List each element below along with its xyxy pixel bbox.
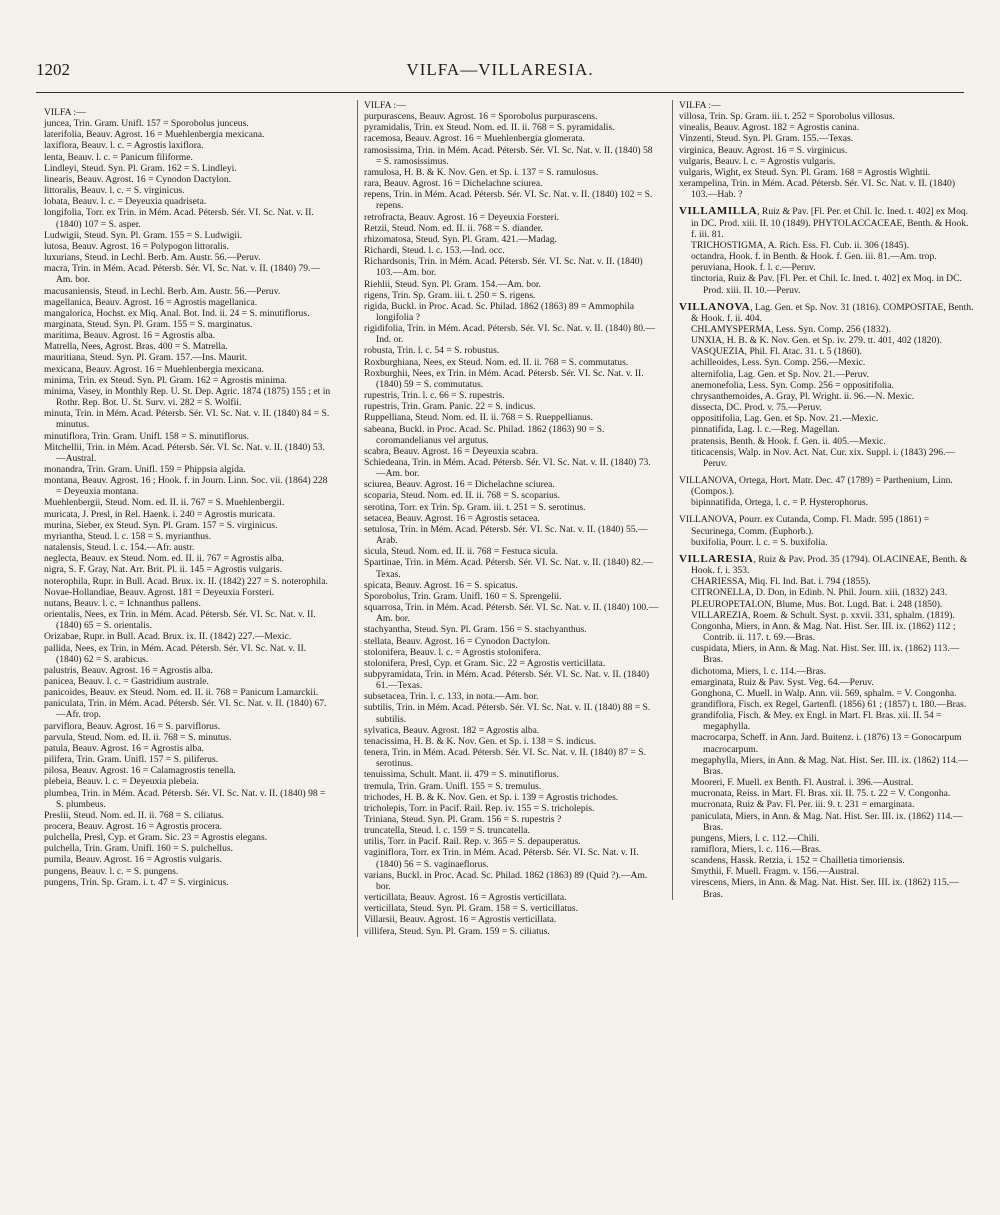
index-entry: vinealis, Beauv. Agrost. 182 = Agrostis canina. [679, 122, 860, 134]
index-entry: palustris, Beauv. Agrost. 16 = Agrostis alba. [44, 664, 213, 676]
species-entry: chrysanthemoides, A. Gray, Pl. Wright. ii. 96.—N. Mexic. [691, 390, 915, 402]
index-entry: littoralis, Beauv. l. c. = S. virginicus. [44, 185, 185, 197]
index-entry: Preslii, Steud. Nom. ed. II. ii. 768 = S. ciliatus. [44, 809, 224, 821]
species-entry: bipinnatifida, Ortega, l. c. = P. Hysterophorus. [691, 497, 869, 509]
species-entry: dichotoma, Miers, l. c. 114.—Bras. [691, 665, 827, 677]
index-entry: Matrella, Nees, Agrost. Bras. 400 = S. Matrella. [44, 341, 228, 353]
index-entry: villosa, Trin. Sp. Gram. iii. t. 252 = Sporobolus villosus. [679, 111, 895, 123]
index-entry: Spartinae, Trin. in Mém. Acad. Pétersb. Sér. VI. Sc. Nat. v. II. (1840) 82.—Texas. [364, 557, 653, 580]
species-entry: paniculata, Miers, in Ann. & Mag. Nat. Hist. Ser. III. ix. (1862) 114.—Bras. [691, 810, 963, 833]
index-entry: Lindleyi, Steud. Syn. Pl. Gram. 162 = S. Lindleyi. [44, 162, 237, 174]
index-entry: vulgaris, Wight, ex Steud. Syn. Pl. Gram. 168 = Agrostis Wightii. [679, 166, 931, 178]
index-entry: Muehlenbergii, Steud. Nom. ed. II. ii. 767 = S. Muehlenbergii. [44, 497, 285, 509]
species-entry: CHARIESSA, Miq. Fl. Ind. Bat. i. 794 (1855). [691, 576, 871, 588]
index-entry: pumila, Beauv. Agrost. 16 = Agrostis vulgaris. [44, 854, 222, 866]
species-entry: oppositifolia, Lag. Gen. et Sp. Nov. 21.—Mexic. [691, 413, 879, 425]
index-entry: Roxburghii, Nees, ex Trin. in Mém. Acad. Pétersb. Sér. VI. Sc. Nat. v. II. (1840) 59 = S. commutatus. [364, 367, 644, 390]
index-entry: juncea, Trin. Gram. Unifl. 157 = Sporobolus junceus. [44, 118, 249, 130]
index-entry: parvula, Steud. Nom. ed. II. ii. 768 = S. minutus. [44, 731, 232, 743]
index-entry: stolonifera, Beauv. l. c. = Agrostis stolonifera. [364, 646, 541, 658]
index-entry: truncatella, Steud. l. c. 159 = S. truncatella. [364, 825, 531, 837]
index-entry: rupestris, Trin. Gram. Panic. 22 = S. indicus. [364, 401, 536, 413]
species-entry: tinctoria, Ruiz & Pav. [Fl. Per. et Chil. Ic. Ined. t. 402] ex Moq. in DC. Prod. xiii. II. 10.—Peruv. [691, 273, 962, 296]
index-entry: linearis, Beauv. Agrost. 16 = Cynodon Dactylon. [44, 173, 232, 185]
index-entry: virginica, Beauv. Agrost. 16 = S. virginicus. [679, 144, 848, 156]
index-entry: magellanica, Beauv. Agrost. 16 = Agrostis magellanica. [44, 296, 258, 308]
genus-heading [679, 514, 974, 536]
index-entry: tremula, Trin. Gram. Unifl. 155 = S. tremulus. [364, 780, 542, 792]
index-entry: patula, Beauv. Agrost. 16 = Agrostis alba. [44, 742, 204, 754]
genus-reference: , Ruiz & Pav. [Fl. Per. et Chil. Ic. Ined. t. 402] ex Moq. in DC. Prod. xiii. II. 10 (1849). PHYTOLACCACEAE, Benth. & Hook. f. iii. 81. [691, 206, 969, 240]
species-entry: TRICHOSTIGMA, A. Rich. Ess. Fl. Cub. ii. 306 (1845). [691, 239, 909, 251]
index-entry: laxiflora, Beauv. l. c. = Agrostis laxiflora. [44, 140, 204, 152]
species-entry: scandens, Hassk. Retzia, i. 152 = Chailletia timoriensis. [691, 855, 905, 867]
index-entry: vulgaris, Beauv. l. c. = Agrostis vulgaris. [679, 155, 836, 167]
index-entry: pungens, Trin. Sp. Gram. i. t. 47 = S. virginicus. [44, 876, 229, 888]
genus-name: VILLAMILLA [679, 205, 758, 218]
index-entry: sabeana, Buckl. in Proc. Acad. Sc. Philad. 1862 (1863) 90 = S. coromandelianus vel argutus. [364, 423, 605, 446]
index-entry: panicoides, Beauv. ex Steud. Nom. ed. II. ii. 768 = Panicum Lamarckii. [44, 687, 319, 699]
index-entry: verticillata, Beauv. Agrost. 16 = Agrostis verticillata. [364, 892, 567, 904]
genus-name: VILLANOVA [679, 300, 751, 313]
index-entry: Orizabae, Rupr. in Bull. Acad. Brux. ix. II. (1842) 227.—Mexic. [44, 631, 292, 643]
page-header [36, 60, 964, 84]
species-entry: pungens, Miers, l. c. 112.—Chili. [691, 832, 820, 844]
page-number: 1202 [36, 60, 70, 79]
index-entry: Triniana, Steud. Syn. Pl. Gram. 156 = S. rupestris ? [364, 814, 562, 825]
index-entry: monandra, Trin. Gram. Unifl. 159 = Phippsia algida. [44, 464, 246, 475]
index-entry: scabra, Beauv. Agrost. 16 = Deyeuxia scabra. [364, 445, 539, 457]
index-entry: tenuissima, Schult. Mant. ii. 479 = S. minutiflorus. [364, 769, 559, 781]
index-entry: varians, Buckl. in Proc. Acad. Sc. Philad. 1862 (1863) 89 (Quid ?).—Am. bor. [364, 869, 648, 892]
index-entry: utilis, Torr. in Pacif. Rail. Rep. v. 365 = S. depauperatus. [364, 836, 581, 848]
species-entry: octandra, Hook. f. in Benth. & Hook. f. Gen. iii. 81.—Am. trop. [691, 251, 937, 263]
column-label: VILFA :— [44, 107, 86, 118]
genus-heading [679, 302, 974, 324]
species-entry: pinnatifida, Lag. l. c.—Reg. Magellan. [691, 424, 840, 436]
index-entry: ramulosa, H. B. & K. Nov. Gen. et Sp. i. 137 = S. ramulosus. [364, 166, 599, 178]
genus-heading [679, 475, 974, 497]
species-entry: titicacensis, Walp. in Nov. Act. Nat. Cur. xix. Suppl. i. (1843) 296.—Peruv. [691, 446, 956, 469]
index-entry: retrofracta, Beauv. Agrost. 16 = Deyeuxia Forsteri. [364, 211, 560, 223]
genus-heading [679, 554, 974, 576]
index-entry: nigra, S. F. Gray, Nat. Arr. Brit. Pl. ii. 145 = Agrostis vulgaris. [44, 564, 282, 576]
index-entry: Riehlii, Steud. Syn. Pl. Gram. 154.—Am. bor. [364, 278, 541, 290]
index-entry: serotina, Torr. ex Trin. Sp. Gram. iii. t. 251 = S. serotinus. [364, 501, 586, 513]
index-entry: stachyantha, Steud. Syn. Pl. Gram. 156 = S. stachyanthus. [364, 624, 587, 636]
index-entry: Richardi, Steud. l. c. 153.—Ind. occ. [364, 245, 505, 257]
species-entry: CITRONELLA, D. Don, in Edinb. N. Phil. Journ. xiii. (1832) 243. [691, 587, 948, 599]
index-entry: mauritiana, Steud. Syn. Pl. Gram. 157.—Ins. Maurit. [44, 352, 248, 364]
index-entry: stellata, Beauv. Agrost. 16 = Cynodon Dactylon. [364, 635, 550, 647]
index-entry: racemosa, Beauv. Agrost. 16 = Muehlenbergia glomerata. [364, 133, 585, 145]
species-entry: mucronata, Reiss. in Mart. Fl. Bras. xii. II. 75. t. 22 = V. Congonha. [691, 788, 951, 800]
index-entry: pungens, Beauv. l. c. = S. pungens. [44, 865, 179, 877]
index-entry: orientalis, Nees, ex Trin. in Mém. Acad. Pétersb. Sér. VI. Sc. Nat. v. II. (1840) 65 = S. orientalis. [44, 609, 316, 632]
index-entry: vaginiflora, Torr. ex Trin. in Mém. Acad. Pétersb. Sér. VI. Sc. Nat. v. II. (1840) 56 = S. vaginaeflorus. [364, 847, 639, 870]
index-entry: lutosa, Beauv. Agrost. 16 = Polypogon littoralis. [44, 240, 229, 252]
index-entry: trichodes, H. B. & K. Nov. Gen. et Sp. i. 139 = Agrostis trichodes. [364, 791, 619, 803]
column-1 [44, 107, 334, 888]
species-entry: UNXIA, H. B. & K. Nov. Gen. et Sp. iv. 279. tt. 401, 402 (1820). [691, 335, 942, 347]
column-3 [672, 100, 974, 900]
index-entry: tenacissima, H. B. & K. Nov. Gen. et Sp. i. 138 = S. indicus. [364, 735, 597, 747]
index-entry: rara, Beauv. Agrost. 16 = Dichelachne sciurea. [364, 178, 543, 190]
species-entry: anemonefolia, Less. Syn. Comp. 256 = oppositifolia. [691, 379, 894, 391]
index-entry: noterophila, Rupr. in Bull. Acad. Brux. ix. II. (1842) 227 = S. noterophila. [44, 575, 328, 587]
index-entry: minima, Trin. ex Steud. Syn. Pl. Gram. 162 = Agrostis minima. [44, 374, 287, 386]
species-entry: pratensis, Benth. & Hook. f. Gen. ii. 405.—Mexic. [691, 435, 886, 447]
index-entry: subsetacea, Trin. l. c. 133, in nota.—Am. bor. [364, 691, 539, 703]
species-entry: Congonha, Miers, in Ann. & Mag. Nat. Hist. Ser. III. ix. (1862) 112 ; Contrib. ii. 117. t. 69.—Bras. [691, 620, 956, 644]
index-entry: Vinzenti, Steud. Syn. Pl. Gram. 155.—Texas. [679, 133, 854, 145]
genus-reference: VILLANOVA, Pourr. ex Cutanda, Comp. Fl. Madr. 595 (1861) = Securinega, Comm. (Euphorb.). [679, 514, 930, 537]
index-entry: subtilis, Trin. in Mém. Acad. Pétersb. Sér. VI. Sc. Nat. v. II. (1840) 88 = S. subtilis. [364, 702, 651, 725]
index-entry: subpyramidata, Trin. in Mém. Acad. Pétersb. Sér. VI. Sc. Nat. v. II. (1840) 61.—Texas. [364, 668, 650, 692]
species-entry: grandifolia, Fisch. & Mey. ex Engl. in Mart. Fl. Bras. xii. II. 54 = megaphylla. [691, 710, 942, 733]
species-entry: PLEUROPETALON, Blume, Mus. Bot. Lugd. Bat. i. 248 (1850). [691, 598, 943, 610]
species-entry: peruviana, Hook. f. l. c.—Peruv. [691, 262, 816, 274]
species-entry: VILLAREZIA, Roem. & Schult. Syst. p. xxvii. 331, sphalm. (1819). [691, 609, 955, 621]
index-entry: rigida, Buckl. in Proc. Acad. Sc. Philad. 1862 (1863) 89 = Ammophila longifolia ? [364, 300, 635, 323]
index-entry: neglecta, Beauv. ex Steud. Nom. ed. II. ii. 767 = Agrostis alba. [44, 553, 285, 565]
index-entry: rhizomatosa, Steud. Syn. Pl. Gram. 421.—Madag. [364, 233, 557, 245]
running-title: VILFA—VILLARESIA. [406, 60, 594, 79]
index-entry: spicata, Beauv. Agrost. 16 = S. spicatus. [364, 579, 518, 591]
index-entry: robusta, Trin. l. c. 54 = S. robustus. [364, 345, 500, 357]
index-entry: myriantha, Steud. l. c. 158 = S. myrianthus. [44, 530, 212, 542]
species-entry: achilleoides, Less. Syn. Comp. 256.—Mexic. [691, 357, 866, 369]
genus-name: VILLARESIA [679, 552, 754, 565]
index-entry: sciurea, Beauv. Agrost. 16 = Dichelachne sciurea. [364, 479, 555, 491]
index-entry: Schiedeana, Trin. in Mém. Acad. Pétersb. Sér. VI. Sc. Nat. v. II. (1840) 73.—Am. bor. [364, 457, 651, 480]
species-entry: Smythii, F. Muell. Fragm. v. 156.—Austral. [691, 866, 860, 878]
species-entry: ramiflora, Miers, l. c. 116.—Bras. [691, 844, 822, 855]
species-entry: mucronata, Ruiz & Pav. Fl. Per. iii. 9. t. 231 = emarginata. [691, 799, 915, 811]
column-label: VILFA :— [679, 100, 721, 111]
index-entry: purpurascens, Beauv. Agrost. 16 = Sporobolus purpurascens. [364, 111, 598, 123]
index-entry: plumbea, Trin. in Mém. Acad. Pétersb. Sér. VI. Sc. Nat. v. II. (1840) 98 = S. plumbeus. [44, 787, 326, 810]
species-entry: Mooreri, F. Muell. ex Benth. Fl. Austral. i. 396.—Austral. [691, 777, 914, 789]
species-entry: cuspidata, Miers, in Ann. & Mag. Nat. Hist. Ser. III. ix. (1862) 113.—Bras. [691, 643, 960, 666]
index-entry: repens, Trin. in Mém. Acad. Pétersb. Sér. VI. Sc. Nat. v. II. (1840) 102 = S. repens. [364, 189, 653, 212]
index-entry: Mitchellii, Trin. in Mém. Acad. Pétersb. Sér. VI. Sc. Nat. v. II. (1840) 53.—Austral. [44, 441, 325, 464]
index-entry: macusaniensis, Steud. in Lechl. Berb. Am. Austr. 56.—Peruv. [44, 285, 281, 297]
index-entry: setacea, Beauv. Agrost. 16 = Agrostis setacea. [364, 512, 540, 524]
index-entry: pulchella, Trin. Gram. Unifl. 160 = S. pulchellus. [44, 843, 234, 855]
index-entry: nutans, Beauv. l. c. = Ichnanthus pallens. [44, 597, 201, 609]
index-entry: pilifera, Trin. Gram. Unifl. 157 = S. piliferus. [44, 754, 219, 766]
index-entry: murina, Sieber, ex Steud. Syn. Pl. Gram. 157 = S. virginicus. [44, 519, 278, 531]
index-entry: luxurians, Steud. in Lechl. Berb. Am. Austr. 56.—Peruv. [44, 252, 261, 264]
index-entry: villifera, Steud. Syn. Pl. Gram. 159 = S. ciliatus. [364, 925, 550, 937]
index-entry: paniculata, Trin. in Mém. Acad. Pétersb. Sér. VI. Sc. Nat. v. II. (1840) 67.—Afr. trop. [44, 698, 327, 721]
index-entry: Ludwigii, Steud. Syn. Pl. Gram. 155 = S. Ludwigii. [44, 229, 243, 241]
index-entry: natalensis, Steud. l. c. 154.—Afr. austr. [44, 542, 195, 554]
index-entry: xerampelina, Trin. in Mém. Acad. Pétersb. Sér. VI. Sc. Nat. v. II. (1840) 103.—Hab. ? [679, 178, 956, 201]
index-entry: pilosa, Beauv. Agrost. 16 = Calamagrostis tenella. [44, 765, 236, 777]
index-entry: scoparia, Steud. Nom. ed. II. ii. 768 = S. scoparius. [364, 490, 560, 502]
index-entry: setulosa, Trin. in Mém. Acad. Pétersb. Sér. VI. Sc. Nat. v. II. (1840) 55.—Arab. [364, 523, 648, 547]
index-entry: rigens, Trin. Sp. Gram. iii. t. 250 = S. rigens. [364, 289, 536, 301]
index-entry: pulchella, Presl, Cyp. et Gram. Sic. 23 = Agrostis elegans. [44, 832, 268, 844]
index-entry: tenera, Trin. in Mém. Acad. Pétersb. Sér. VI. Sc. Nat. v. II. (1840) 87 = S. serotinus. [364, 747, 646, 770]
species-entry: grandiflora, Fisch. ex Regel, Gartenfl. (1856) 61 ; (1857) t. 180.—Bras. [691, 698, 967, 710]
index-entry: ramosissima, Trin. in Mém. Acad. Pétersb. Sér. VI. Sc. Nat. v. II. (1840) 58 = S. ramosissimus. [364, 144, 653, 167]
index-entry: Retzii, Steud. Nom. ed. II. ii. 768 = S. diander. [364, 222, 543, 234]
index-entry: macra, Trin. in Mém. Acad. Pétersb. Sér. VI. Sc. Nat. v. II. (1840) 79.—Am. bor. [44, 263, 321, 286]
index-entry: tricholepis, Torr. in Pacif. Rail. Rep. iv. 155 = S. tricholepis. [364, 802, 595, 814]
index-entry: muricata, J. Presl, in Rel. Haenk. i. 240 = Agrostis muricata. [44, 508, 276, 520]
column-2 [357, 100, 659, 937]
index-entry: longifolia, Torr. ex Trin. in Mém. Acad. Pétersb. Sér. VI. Sc. Nat. v. II. (1840) 107 = S. asper. [44, 207, 314, 230]
index-entry: Villarsii, Beauv. Agrost. 16 = Agrostis verticillata. [364, 914, 557, 926]
index-entry: minima, Vasey, in Monthly Rep. U. St. Dep. Agric. 1874 (1875) 155 ; et in Rothr. Rep. Bot. U. St. Surv. vi. 282 = S. Wolfii. [44, 385, 331, 409]
index-entry: Sporobolus, Trin. Gram. Unifl. 160 = S. Sprengelii. [364, 590, 562, 602]
index-entry: lobata, Beauv. l. c. = Deyeuxia quadriseta. [44, 196, 207, 208]
index-entry: Roxburghiana, Nees, ex Steud. Nom. ed. II. ii. 768 = S. commutatus. [364, 356, 629, 368]
index-entry: lenta, Beauv. l. c. = Panicum filiforme. [44, 151, 193, 163]
species-entry: Gonghona, C. Muell. in Walp. Ann. vii. 569, sphalm. = V. Congonha. [691, 687, 957, 699]
index-entry: stolonifera, Presl, Cyp. et Gram. Sic. 22 = Agrostis verticillata. [364, 657, 606, 669]
index-entry: verticillata, Steud. Syn. Pl. Gram. 158 = S. verticillatus. [364, 903, 579, 915]
index-entry: panicea, Beauv. l. c. = Gastridium australe. [44, 675, 209, 687]
index-entry: montana, Beauv. Agrost. 16 ; Hook. f. in Journ. Linn. Soc. vii. (1864) 228 = Deyeuxia montana. [44, 475, 328, 498]
index-entry: minutiflora, Trin. Gram. Unifl. 158 = S. minutiflorus. [44, 430, 250, 442]
column-label: VILFA :— [364, 100, 406, 111]
species-entry: megaphylla, Miers, in Ann. & Mag. Nat. Hist. Ser. III. ix. (1862) 114.—Bras. [691, 754, 968, 777]
species-entry: VASQUEZIA, Phil. Fl. Atac. 31. t. 5 (1860). [691, 346, 862, 358]
index-entry: sicula, Steud. Nom. ed. II. ii. 768 = Festuca sicula. [364, 546, 559, 558]
index-entry: Richardsonis, Trin. in Mém. Acad. Pétersb. Sér. VI. Sc. Nat. v. II. (1840) 103.—Am. bor. [364, 256, 643, 279]
index-entry: minuta, Trin. in Mém. Acad. Pétersb. Sér. VI. Sc. Nat. v. II. (1840) 84 = S. minutus. [44, 408, 330, 431]
index-entry: pallida, Nees, ex Trin. in Mém. Acad. Pétersb. Sér. VI. Sc. Nat. v. II. (1840) 62 = S. arabicus. [44, 642, 307, 665]
genus-heading [679, 206, 974, 239]
index-entry: mexicana, Beauv. Agrost. 16 = Muehlenbergia mexicana. [44, 363, 264, 375]
species-entry: alternifolia, Lag. Gen. et Sp. Nov. 21.—Peruv. [691, 368, 870, 380]
species-entry: dissecta, DC. Prod. v. 75.—Peruv. [691, 402, 822, 414]
index-entry: Ruppelliana, Steud. Nom. ed. II. ii. 768 = S. Rueppellianus. [364, 412, 593, 424]
genus-reference: , Lag. Gen. et Sp. Nov. 31 (1816). COMPOSITAE, Benth. & Hook. f. ii. 404. [691, 301, 974, 324]
species-entry: macrocarpa, Scheff. in Ann. Jard. Buitenz. i. (1876) 13 = Gonocarpum macrocarpum. [691, 732, 962, 755]
genus-reference: VILLANOVA, Ortega, Hort. Matr. Dec. 47 (1789) = Parthenium, Linn. (Compos.). [679, 475, 953, 498]
index-entry: marginata, Steud. Syn. Pl. Gram. 155 = S. marginatus. [44, 318, 253, 330]
index-entry: sylvatica, Beauv. Agrost. 182 = Agrostis alba. [364, 724, 540, 736]
species-entry: buxifolia, Pourr. l. c. = S. buxifolia. [691, 536, 828, 548]
species-entry: emarginata, Ruiz & Pav. Syst. Veg. 64.—Peruv. [691, 676, 874, 688]
index-entry: squarrosa, Trin. in Mém. Acad. Pétersb. Sér. VI. Sc. Nat. v. II. (1840) 100.—Am. bor. [364, 602, 659, 625]
index-entry: mangalorica, Hochst. ex Miq. Anal. Bot. Ind. ii. 24 = S. minutiflorus. [44, 307, 310, 319]
species-entry: virescens, Miers, in Ann. & Mag. Nat. Hist. Ser. III. ix. (1862) 115.—Bras. [691, 877, 959, 900]
index-entry: laterifolia, Beauv. Agrost. 16 = Muehlenbergia mexicana. [44, 129, 265, 141]
index-entry: rupestris, Trin. l. c. 66 = S. rupestris. [364, 390, 505, 402]
index-entry: rigidifolia, Trin. in Mém. Acad. Pétersb. Sér. VI. Sc. Nat. v. II. (1840) 80.—Ind. or. [364, 323, 655, 346]
index-entry: procera, Beauv. Agrost. 16 = Agrostis procera. [44, 821, 222, 832]
index-entry: maritima, Beauv. Agrost. 16 = Agrostis alba. [44, 330, 216, 342]
genus-reference: , Ruiz & Pav. Prod. 35 (1794). OLACINEAE, Benth. & Hook. f. i. 353. [691, 553, 968, 577]
index-entry: plebeia, Beauv. l. c. = Deyeuxia plebeia. [44, 776, 199, 788]
index-entry: parviflora, Beauv. Agrost. 16 = S. parviflorus. [44, 720, 221, 732]
species-entry: CHLAMYSPERMA, Less. Syn. Comp. 256 (1832). [691, 323, 891, 335]
header-rule [36, 92, 964, 93]
index-entry: pyramidalis, Trin. ex Steud. Nom. ed. II. ii. 768 = S. pyramidalis. [364, 122, 615, 134]
index-entry: Novae-Hollandiae, Beauv. Agrost. 181 = Deyeuxia Forsteri. [44, 586, 275, 598]
